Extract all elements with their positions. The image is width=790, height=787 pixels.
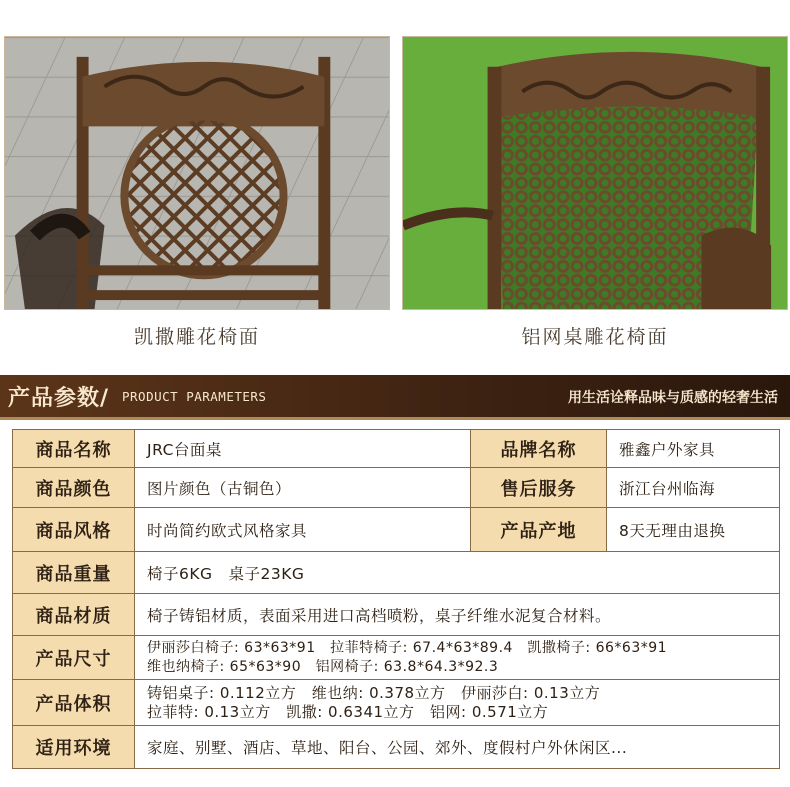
after-sales-label: 售后服务 [471,468,607,507]
material-value: 椅子铸铝材质，表面采用进口高档喷粉，桌子纤维水泥复合材料。 [147,606,612,625]
volume-line-1: 铸铝桌子: 0.112立方 维也纳: 0.378立方 伊丽莎白: 0.13立方 [147,683,601,702]
name-label: 商品名称 [13,430,135,467]
environment-label: 适用环境 [13,726,135,768]
origin-value: 8天无理由退换 [619,521,726,540]
volume-label: 产品体积 [13,680,135,725]
name-value: JRC台面桌 [135,430,471,467]
aluminum-mesh-chair-image [403,37,787,309]
caesar-chair-photo [4,36,390,310]
origin-label: 产品产地 [471,508,607,551]
volume-line-2: 拉菲特: 0.13立方 凯撒: 0.6341立方 铝网: 0.571立方 [147,702,549,721]
table-row [13,636,779,680]
table-row [13,508,779,552]
weight-label: 商品重量 [13,552,135,593]
banner-underline [0,417,790,420]
material-label: 商品材质 [13,594,135,635]
table-row [13,726,779,768]
size-value [135,636,779,679]
table-row [13,680,779,726]
caesar-chair-image [5,37,389,309]
size-label: 产品尺寸 [13,636,135,679]
table-row [13,594,779,636]
style-value: 时尚简约欧式风格家具 [135,508,471,551]
banner-title: 产品参数/ [8,386,110,411]
style-label: 商品风格 [13,508,135,551]
parameters-table [12,429,780,769]
color-value: 图片颜色（古铜色） [135,468,471,507]
table-row [13,468,779,508]
color-label: 商品颜色 [13,468,135,507]
brand-label: 品牌名称 [471,430,607,467]
table-row [13,430,779,468]
environment-value: 家庭、别墅、酒店、草地、阳台、公园、郊外、度假村户外休闲区... [147,739,628,757]
aluminum-mesh-chair-caption: 铝网桌雕花椅面 [521,326,669,348]
banner-slogan: 用生活诠释品味与质感的轻奢生活 [568,390,778,406]
size-line-1: 伊丽莎白椅子: 63*63*91 拉菲特椅子: 67.4*63*89.4 凯撒椅子: 66*63*91 [147,639,668,656]
after-sales-value: 浙江台州临海 [619,479,716,498]
aluminum-mesh-chair-photo [402,36,788,310]
caesar-chair-caption: 凯撒雕花椅面 [133,326,260,348]
table-row [13,552,779,594]
brand-value: 雅鑫户外家具 [619,440,716,459]
size-line-2: 维也纳椅子: 65*63*90 铝网椅子: 63.8*64.3*92.3 [147,658,499,675]
volume-value [135,680,779,725]
banner-subtitle: PRODUCT PARAMETERS [122,389,267,404]
weight-value: 椅子6KG 桌子23KG [147,564,305,583]
parameters-banner [0,375,790,417]
